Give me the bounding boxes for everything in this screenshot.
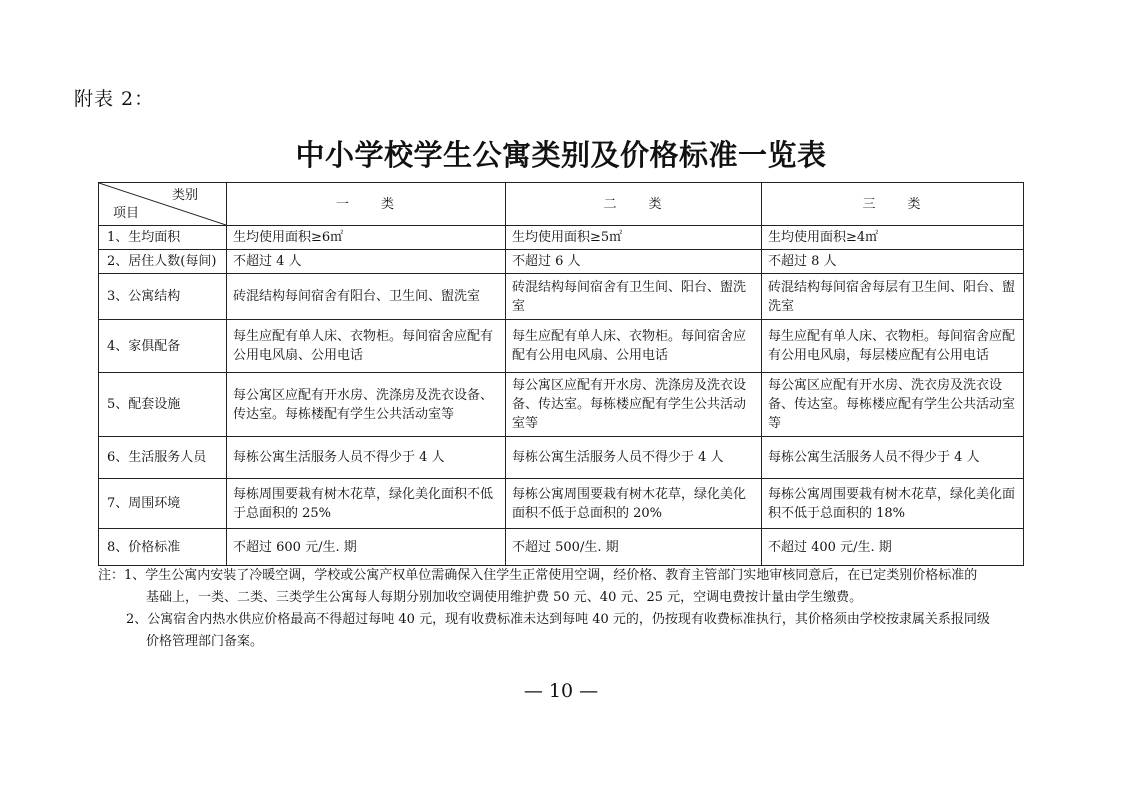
- table-cell: 每生应配有单人床、衣物柜。每间宿舍应配有公用电风扇，每层楼应配有公用电话: [762, 320, 1024, 373]
- table-cell: 每公寓区应配有开水房、洗衣房及洗衣设备、传达室。每栋楼应配有学生公共活动室等: [762, 373, 1024, 437]
- table-row: [99, 437, 1024, 479]
- table-cell: 不超过 4 人: [227, 250, 506, 274]
- table-cell: 不超过 6 人: [506, 250, 762, 274]
- note-1-line-1: 注：1、学生公寓内安装了冷暖空调，学校或公寓产权单位需确保入住学生正常使用空调，经价格、教育主管部门实地审核同意后，在已定类别价格标准的: [98, 568, 978, 583]
- table-cell: 每栋公寓周围要栽有树木花草，绿化美化面积不低于总面积的 20%: [506, 479, 762, 529]
- table-cell: 每栋公寓生活服务人员不得少于 4 人: [762, 437, 1024, 479]
- table-cell: 不超过 500/生. 期: [506, 529, 762, 566]
- table-cell: 不超过 8 人: [762, 250, 1024, 274]
- row-label: 8、价格标准: [99, 529, 227, 566]
- column-header-class-2: 二 类: [506, 183, 762, 226]
- row-label: 4、家俱配备: [99, 320, 227, 373]
- row-label: 7、周围环境: [99, 479, 227, 529]
- table-cell: 每栋公寓周围要栽有树木花草，绿化美化面积不低于总面积的 18%: [762, 479, 1024, 529]
- note-1-line-2: 基础上，一类、二类、三类学生公寓每人每期分别加收空调使用维护费 50 元、40 元、25 元，空调电费按计量由学生缴费。: [146, 590, 863, 605]
- standards-table: [98, 182, 1024, 566]
- note-2-line-2: 价格管理部门备案。: [146, 634, 264, 649]
- table-row: [99, 373, 1024, 437]
- table-cell: 每生应配有单人床、衣物柜。每间宿舍应配有公用电风扇、公用电话: [227, 320, 506, 373]
- row-label: 1、生均面积: [99, 226, 227, 250]
- table-row: [99, 320, 1024, 373]
- table-cell: 砖混结构每间宿舍每层有卫生间、阳台、盥洗室: [762, 274, 1024, 320]
- table-cell: 每生应配有单人床、衣物柜。每间宿舍应配有公用电风扇、公用电话: [506, 320, 762, 373]
- column-header-class-3: 三 类: [762, 183, 1024, 226]
- row-label: 5、配套设施: [99, 373, 227, 437]
- table-cell: 每公寓区应配有开水房、洗涤房及洗衣设备、传达室。每栋楼应配有学生公共活动室等: [506, 373, 762, 437]
- table-cell: 生均使用面积≥6㎡: [227, 226, 506, 250]
- annex-label: 附表 2：: [74, 88, 155, 110]
- corner-category-label: 类别: [171, 188, 198, 203]
- table-row: [99, 479, 1024, 529]
- document-title: 中小学校学生公寓类别及价格标准一览表: [295, 138, 827, 172]
- table-header-row: [99, 183, 1024, 226]
- table-cell: 每栋周围要栽有树木花草，绿化美化面积不低于总面积的 25%: [227, 479, 506, 529]
- notes-section: [98, 565, 1058, 653]
- table-cell: 不超过 400 元/生. 期: [762, 529, 1024, 566]
- page-number: — 10 —: [523, 680, 599, 702]
- table-cell: 每栋公寓生活服务人员不得少于 4 人: [227, 437, 506, 479]
- table-cell: 每栋公寓生活服务人员不得少于 4 人: [506, 437, 762, 479]
- table-cell: 生均使用面积≥4㎡: [762, 226, 1024, 250]
- table-cell: 每公寓区应配有开水房、洗涤房及洗衣设备、传达室。每栋楼配有学生公共活动室等: [227, 373, 506, 437]
- table-cell: 不超过 600 元/生. 期: [227, 529, 506, 566]
- corner-item-label: 项目: [113, 206, 140, 221]
- table-cell: 砖混结构每间宿舍有阳台、卫生间、盥洗室: [227, 274, 506, 320]
- note-2-line-1: 2、公寓宿舍内热水供应价格最高不得超过每吨 40 元，现有收费标准未达到每吨 40 元的，仍按现有收费标准执行，其价格须由学校按隶属关系报同级: [126, 612, 990, 627]
- table-cell: 生均使用面积≥5㎡: [506, 226, 762, 250]
- row-label: 6、生活服务人员: [99, 437, 227, 479]
- column-header-class-1: 一 类: [227, 183, 506, 226]
- table-row: [99, 529, 1024, 566]
- row-label: 3、公寓结构: [99, 274, 227, 320]
- table-row: [99, 274, 1024, 320]
- table-cell: 砖混结构每间宿舍有卫生间、阳台、盥洗室: [506, 274, 762, 320]
- corner-header-cell: [99, 183, 227, 226]
- table-row: [99, 226, 1024, 250]
- table-row: [99, 250, 1024, 274]
- row-label: 2、居住人数(每间): [99, 250, 227, 274]
